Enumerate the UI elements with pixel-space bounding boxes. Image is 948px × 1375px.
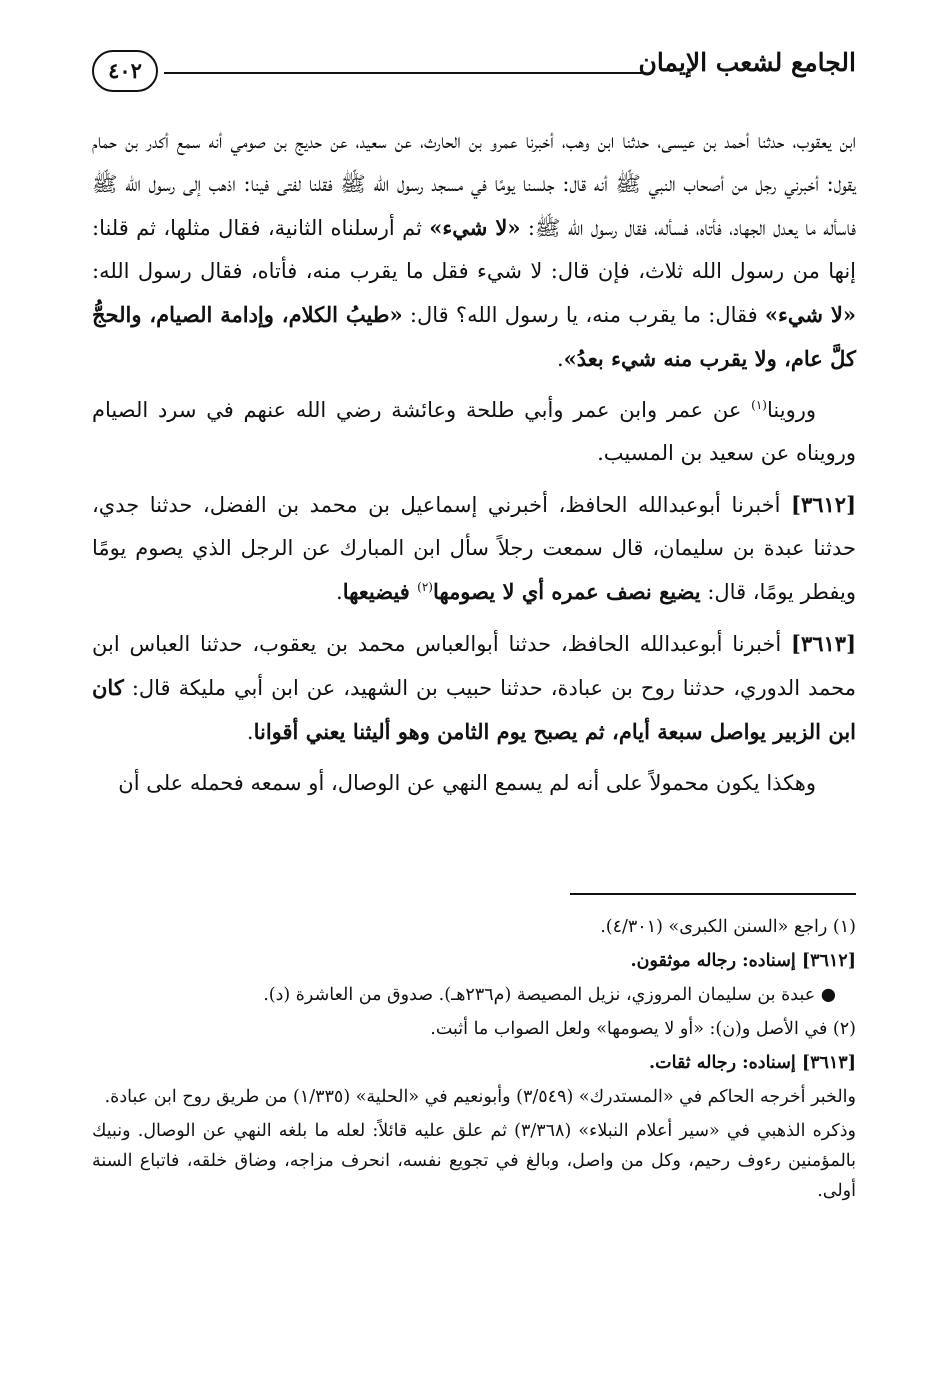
hadith-number: [٣٦١٢] xyxy=(791,492,856,517)
narrator-note: ● عبدة بن سليمان المروزي، نزيل المصيصة (م٢٣٦هـ). صدوق من العاشرة (د). xyxy=(263,985,836,1005)
takhrij-note: والخبر أخرجه الحاكم في «المستدرك» (٣/٥٤٩) وأبونعيم في «الحلية» (١/٣٣٥) من طريق روح ابن عبادة. xyxy=(104,1087,856,1107)
footnotes xyxy=(92,912,856,1210)
hadith-paragraph xyxy=(92,120,856,381)
text-segment: . xyxy=(246,720,254,744)
quote-text: فيضيعها xyxy=(342,579,418,604)
hadith-paragraph xyxy=(92,483,856,614)
prophetic-quote: «لا شيء» xyxy=(764,302,857,327)
commentary-paragraph xyxy=(92,762,856,805)
footnote-ref[interactable]: (١) xyxy=(751,398,767,412)
text-segment: . xyxy=(556,347,564,371)
text-segment: ثم أرسلناه الثانية، فقال مثلها، ثم قلنا: إنها من رسول الله ثلاث، فإن قال: لا شيء فقل ما يقرب منه، فأتاه، فقال رسول الله: xyxy=(92,216,856,283)
text-segment: ابن يعقوب، حدثنا أحمد بن عيسى، حدثنا ابن وهب، أخبرنا عمرو بن الحارث، عن سعيد، عن حديج بن صومي أنه سمع أكدر بن حمام يقول: أخبرني رجل من أصحاب النبي ﷺ أنه قال: جلسنا يومًا في مسجد رسول الله ﷺ فقلنا لفتى فينا: اذهب إلى رسول الله ﷺ فاسأله ما يعدل الجهاد، فأتاه، فسأله، فقال رسول الله ﷺ: xyxy=(92,129,856,240)
book-title: الجامع لشعب الإيمان xyxy=(638,48,856,77)
dhahabi-note: وذكره الذهبي في «سير أعلام النبلاء» (٣/٣٦٨) ثم علق عليه قائلاً: لعله ما بلغه النهي عن الوصال. ونبيك بالمؤمنين رءوف رحيم، وكل من واصل، وبالغ في تجويع نفسه، انحرف مزاجه، وضاق خلقه، فاتباع السنة أولى. xyxy=(92,1121,856,1201)
text-segment: وروينا xyxy=(766,398,816,422)
text-segment: أخبرنا أبوعبدالله الحافظ، أخبرني إسماعيل بن محمد بن الفضل، حدثنا جدي، حدثنا عبدة بن سليمان، قال سمعت رجلاً سأل ابن المبارك عن الرجل الذي يصوم يومًا ويفطر يومًا، قال: xyxy=(92,493,856,604)
footnote-separator xyxy=(570,893,856,895)
text-segment: فقال: ما يقرب منه، يا رسول الله؟ قال: xyxy=(402,303,765,327)
text-segment: عن عمر وابن عمر وأبي طلحة وعائشة رضي الله عنهم في سرد الصيام ورويناه عن سعيد بن المسيب. xyxy=(92,398,856,465)
footnote-ref[interactable]: (٢) xyxy=(417,580,433,594)
hadith-paragraph xyxy=(92,622,856,754)
isnad-note-3613: [٣٦١٣] إسناده: رجاله ثقات. xyxy=(649,1053,856,1073)
text-segment: أخبرنا أبوعبدالله الحافظ، حدثنا أبوالعباس محمد بن يعقوب، حدثنا العباس ابن محمد الدوري، حدثنا روح بن عبادة، حدثنا حبيب بن الشهيد، عن ابن أبي مليكة قال: xyxy=(92,632,856,700)
page-header xyxy=(92,42,856,106)
prophetic-quote: «طيبُ الكلام، وإدامة الصيام، والحجُّ كلَّ عام، ولا يقرب منه شيء بعدُ» xyxy=(92,302,856,371)
header-rule xyxy=(164,72,646,74)
narration-paragraph xyxy=(92,389,856,475)
footnote-2: (٢) في الأصل و(ن): «أو لا يصومها» ولعل الصواب ما أثبت. xyxy=(430,1019,856,1039)
footnote-1: (١) راجع «السنن الكبرى» (٤/٣٠١). xyxy=(600,917,856,937)
page-number: ٤٠٢ xyxy=(92,50,158,92)
main-text xyxy=(92,120,856,813)
quote-text: كان ابن الزبير يواصل سبعة أيام، ثم يصبح يوم الثامن وهو أليثنا يعني أقوانا xyxy=(92,675,856,744)
text-segment: وهكذا يكون محمولاً على أنه لم يسمع النهي عن الوصال، أو سمعه فحمله على أن xyxy=(118,771,816,795)
isnad-note-3612: [٣٦١٢] إسناده: رجاله موثقون. xyxy=(630,951,856,971)
quote-text: يضيع نصف عمره أي لا يصومها xyxy=(432,579,701,604)
prophetic-quote: «لا شيء» xyxy=(429,215,521,240)
text-segment: . xyxy=(336,580,343,604)
hadith-number: [٣٦١٣] xyxy=(791,631,856,656)
